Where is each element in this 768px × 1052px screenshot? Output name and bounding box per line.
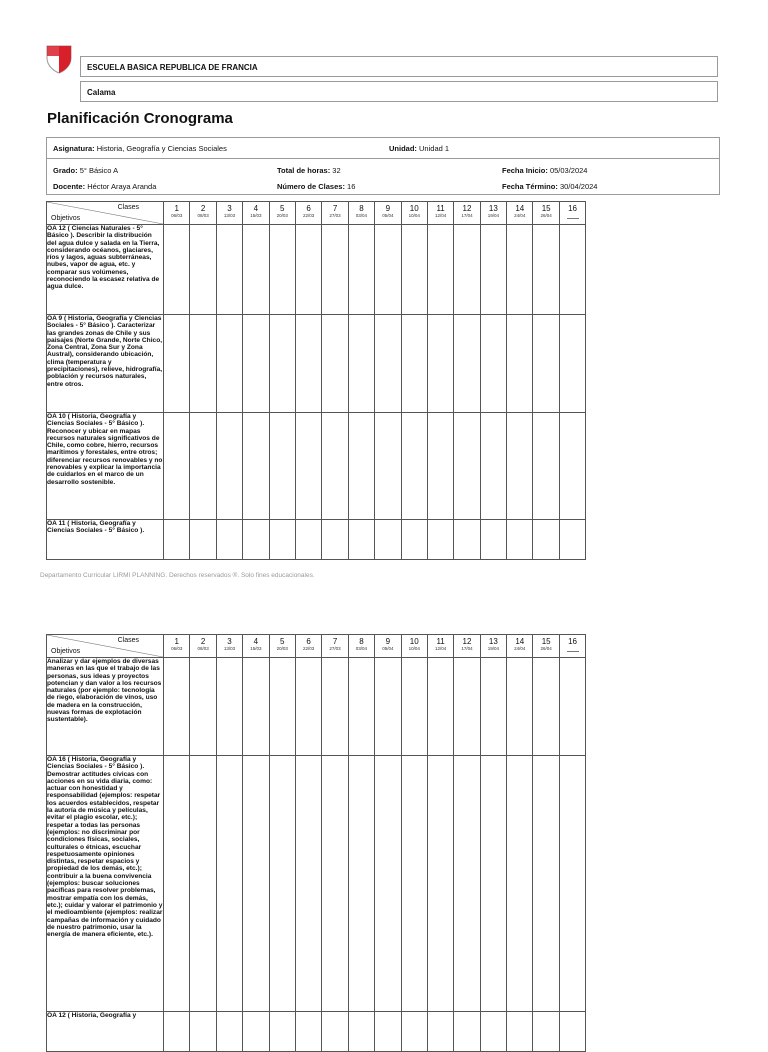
- schedule-cell[interactable]: [269, 225, 295, 315]
- class-date: 26/04: [540, 213, 552, 218]
- asignatura-field: Asignatura: Historia, Geografía y Ciencias Sociales: [53, 144, 227, 153]
- schedule-cell[interactable]: [427, 413, 453, 520]
- header-class-1: [164, 635, 190, 658]
- total-horas-field: Total de horas: 32: [277, 166, 341, 175]
- class-date: 12/04: [434, 646, 447, 651]
- objective-text: OA 12 ( Ciencias Naturales - 5° Básico ). Describir la distribución del agua dulce y salada en la Tierra, considerando océanos, glaciares, ríos y lagos, aguas subterráneas, nubes, vapor de agua, etc. y comparar sus volúmenes, reconociendo la escasez relativa de agua dulce.: [47, 225, 164, 315]
- page-title: Planificación Cronograma: [47, 110, 233, 127]
- schedule-cell[interactable]: [269, 658, 295, 756]
- objective-text: OA 11 ( Historia, Geografía y Ciencias Sociales - 5° Básico ).: [47, 520, 164, 560]
- header-clases-label: Clases: [117, 637, 139, 644]
- schedule-cell[interactable]: [427, 225, 453, 315]
- class-date-blank: [567, 216, 579, 219]
- schedule-cell[interactable]: [533, 225, 559, 315]
- class-number: 11: [436, 637, 445, 646]
- schedule-cell[interactable]: [295, 658, 321, 756]
- schedule-cell[interactable]: [454, 520, 480, 560]
- school-name-box: [80, 56, 718, 77]
- class-number: 11: [436, 204, 445, 213]
- schedule-cell[interactable]: [243, 315, 269, 413]
- table-row: [47, 413, 586, 520]
- footer-note: Departamento Curricular LIRMI PLANNING. Derechos reservados ®. Solo fines educacionales.: [40, 572, 315, 579]
- header-class-13: [480, 635, 506, 658]
- schedule-cell[interactable]: [559, 315, 585, 413]
- schedule-cell[interactable]: [454, 315, 480, 413]
- class-date: 24/04: [514, 646, 526, 651]
- schedule-cell[interactable]: [348, 225, 374, 315]
- class-number: 10: [409, 204, 419, 213]
- schedule-cell[interactable]: [533, 756, 559, 1012]
- header-class-8: [348, 635, 374, 658]
- class-number: 7: [332, 637, 338, 646]
- class-date: 15/03: [250, 646, 262, 651]
- schedule-cell[interactable]: [348, 1012, 374, 1052]
- class-date: 10/04: [408, 213, 420, 218]
- class-number: 2: [200, 204, 206, 213]
- schedule-cell[interactable]: [190, 225, 216, 315]
- schedule-cell[interactable]: [190, 315, 216, 413]
- schedule-table-page-1: [46, 201, 586, 560]
- schedule-cell[interactable]: [401, 315, 427, 413]
- schedule-table-page-2-wrapper: [46, 634, 576, 1024]
- schedule-cell[interactable]: [216, 1012, 242, 1052]
- schedule-cell[interactable]: [375, 520, 401, 560]
- class-date: 08/03: [197, 646, 209, 651]
- class-number: 16: [568, 637, 577, 646]
- schedule-cell[interactable]: [164, 413, 190, 520]
- header-class-3: [216, 635, 242, 658]
- schedule-cell[interactable]: [164, 225, 190, 315]
- schedule-cell[interactable]: [375, 225, 401, 315]
- header-class-14: [507, 635, 533, 658]
- class-date: 19/04: [487, 213, 500, 218]
- schedule-cell[interactable]: [295, 315, 321, 413]
- class-date: 17/04: [461, 213, 473, 218]
- schedule-cell[interactable]: [507, 520, 533, 560]
- schedule-cell[interactable]: [295, 225, 321, 315]
- schedule-cell[interactable]: [454, 658, 480, 756]
- schedule-cell[interactable]: [454, 225, 480, 315]
- class-date: 20/03: [276, 213, 288, 218]
- schedule-cell[interactable]: [454, 413, 480, 520]
- schedule-cell[interactable]: [533, 658, 559, 756]
- class-number: 3: [227, 637, 232, 646]
- schedule-cell[interactable]: [480, 225, 506, 315]
- schedule-cell[interactable]: [507, 225, 533, 315]
- class-date: 10/04: [408, 646, 420, 651]
- class-date: 19/04: [487, 646, 500, 651]
- class-number: 15: [541, 204, 551, 213]
- schedule-cell[interactable]: [164, 756, 190, 1012]
- header-class-7: [322, 635, 348, 658]
- class-number: 14: [515, 204, 525, 213]
- class-date: 15/03: [250, 213, 262, 218]
- schedule-cell[interactable]: [533, 1012, 559, 1052]
- schedule-cell[interactable]: [269, 520, 295, 560]
- schedule-cell[interactable]: [533, 520, 559, 560]
- class-number: 6: [306, 204, 311, 213]
- header-class-7: [322, 202, 348, 225]
- class-number: 2: [200, 637, 206, 646]
- class-date: 08/03: [197, 213, 209, 218]
- schedule-cell[interactable]: [507, 756, 533, 1012]
- table-row: [47, 756, 586, 1012]
- num-clases-field: Número de Clases: 16: [277, 182, 356, 191]
- class-date: 22/03: [303, 646, 315, 651]
- schedule-cell[interactable]: [401, 756, 427, 1012]
- schedule-cell[interactable]: [507, 315, 533, 413]
- class-number: 13: [488, 204, 498, 213]
- city-name: Calama: [87, 88, 116, 97]
- header-class-8: [348, 202, 374, 225]
- schedule-cell[interactable]: [322, 520, 348, 560]
- schedule-cell[interactable]: [164, 1012, 190, 1052]
- class-number: 8: [359, 204, 364, 213]
- schedule-cell[interactable]: [322, 658, 348, 756]
- city-box: [80, 81, 718, 102]
- header-class-10: [401, 202, 427, 225]
- schedule-cell[interactable]: [269, 1012, 295, 1052]
- schedule-cell[interactable]: [427, 658, 453, 756]
- schedule-cell[interactable]: [559, 658, 585, 756]
- header-class-11: [427, 202, 453, 225]
- schedule-cell[interactable]: [559, 225, 585, 315]
- class-number: 13: [488, 637, 498, 646]
- fecha-inicio-field: Fecha Inicio: 05/03/2024: [502, 166, 588, 175]
- header-class-12: [454, 635, 480, 658]
- class-date: 26/04: [540, 646, 552, 651]
- header-class-6: [295, 635, 321, 658]
- header-class-15: [533, 202, 559, 225]
- schedule-cell[interactable]: [348, 520, 374, 560]
- schedule-cell[interactable]: [322, 225, 348, 315]
- schedule-cell[interactable]: [269, 315, 295, 413]
- table-header-row: [47, 202, 586, 225]
- docente-field: Docente: Héctor Araya Aranda: [53, 182, 157, 191]
- objective-text: Analizar y dar ejemplos de diversas maneras en las que el trabajo de las personas, sus ideas y proyectos potencian y dan valor a los recursos naturales (por ejemplo: tecnología de riego, elaboración de vinos, uso de madera en la construcción, nuevas formas de explotación sustentable).: [47, 658, 164, 756]
- schedule-cell[interactable]: [269, 756, 295, 1012]
- header-class-5: [269, 202, 295, 225]
- header-class-10: [401, 635, 427, 658]
- schedule-cell[interactable]: [190, 520, 216, 560]
- class-number: 16: [568, 204, 577, 213]
- class-date: 17/04: [461, 646, 473, 651]
- schedule-cell[interactable]: [480, 413, 506, 520]
- objective-text: OA 9 ( Historia, Geografía y Ciencias Sociales - 5° Básico ). Caracterizar las grandes zonas de Chile y sus paisajes (Norte Grande, Norte Chico, Zona Central, Zona Sur y Zona Austral), considerando ubicación, clima (temperatura y precipitaciones), relieve, hidrografía, población y recursos naturales, entre otros.: [47, 315, 164, 413]
- class-number: 3: [227, 204, 232, 213]
- class-date: 06/03: [171, 213, 183, 218]
- schedule-cell[interactable]: [243, 225, 269, 315]
- schedule-cell[interactable]: [533, 315, 559, 413]
- header-class-9: [375, 202, 401, 225]
- schedule-cell[interactable]: [243, 520, 269, 560]
- schedule-cell[interactable]: [243, 756, 269, 1012]
- schedule-cell[interactable]: [164, 520, 190, 560]
- header-class-4: [243, 202, 269, 225]
- schedule-cell[interactable]: [559, 520, 585, 560]
- schedule-cell[interactable]: [348, 315, 374, 413]
- header-class-6: [295, 202, 321, 225]
- schedule-cell[interactable]: [295, 520, 321, 560]
- schedule-cell[interactable]: [243, 413, 269, 520]
- schedule-cell[interactable]: [480, 658, 506, 756]
- schedule-cell[interactable]: [375, 413, 401, 520]
- class-number: 12: [462, 204, 472, 213]
- header-class-2: [190, 202, 216, 225]
- table-row: [47, 658, 586, 756]
- schedule-cell[interactable]: [401, 520, 427, 560]
- schedule-cell[interactable]: [375, 315, 401, 413]
- header-class-12: [454, 202, 480, 225]
- schedule-cell[interactable]: [507, 1012, 533, 1052]
- schedule-cell[interactable]: [190, 658, 216, 756]
- header-class-15: [533, 635, 559, 658]
- header-class-1: [164, 202, 190, 225]
- table-row: [47, 315, 586, 413]
- class-number: 4: [253, 204, 259, 213]
- table-row: [47, 225, 586, 315]
- class-date: 27/03: [329, 213, 341, 218]
- header-class-11: [427, 635, 453, 658]
- schedule-cell[interactable]: [454, 756, 480, 1012]
- header-class-16: [559, 635, 585, 658]
- school-crest-logo: [45, 44, 73, 74]
- schedule-cell[interactable]: [559, 1012, 585, 1052]
- school-name: ESCUELA BASICA REPUBLICA DE FRANCIA: [87, 63, 258, 72]
- class-number: 14: [515, 637, 525, 646]
- schedule-cell[interactable]: [243, 1012, 269, 1052]
- schedule-cell[interactable]: [295, 413, 321, 520]
- objective-text: OA 16 ( Historia, Geografía y Ciencias Sociales - 5° Básico ). Demostrar actitudes cívicas con acciones en su vida diaria, como: actuar con honestidad y responsabilidad (ejemplos: respetar los acuerdos establecidos, respetar la autoría de música y películas, evitar el plagio escolar, etc.); respetar a todas las personas (ejemplos: no discriminar por condiciones físicas, sociales, culturales o étnicas, escuchar respetuosamente opiniones distintas, respetar espacios y propiedad de los demás, etc.); contribuir a la buena convivencia (ejemplos: buscar soluciones pacíficas para resolver problemas, mostrar empatía con los demás, etc.); cuidar y valorar el patrimonio y el medioambiente (ejemplos: realizar campañas de información y cuidado de nuestro patrimonio, usar la energía de manera eficiente, etc.).: [47, 756, 164, 1012]
- schedule-cell[interactable]: [427, 520, 453, 560]
- schedule-cell[interactable]: [507, 413, 533, 520]
- info-box: [46, 137, 720, 195]
- table-row: [47, 520, 586, 560]
- grado-field: Grado: 5° Básico A: [53, 166, 119, 175]
- header-class-2: [190, 635, 216, 658]
- schedule-table-page-2: [46, 634, 586, 1052]
- schedule-cell[interactable]: [401, 658, 427, 756]
- schedule-cell[interactable]: [454, 1012, 480, 1052]
- schedule-cell[interactable]: [480, 520, 506, 560]
- class-date-blank: [567, 649, 579, 652]
- class-date: 13/03: [223, 213, 236, 218]
- header-class-3: [216, 202, 242, 225]
- class-date: 20/03: [276, 646, 288, 651]
- table-row: [47, 1012, 586, 1052]
- schedule-cell[interactable]: [480, 315, 506, 413]
- schedule-cell[interactable]: [216, 413, 242, 520]
- schedule-cell[interactable]: [164, 658, 190, 756]
- class-number: 1: [174, 204, 179, 213]
- schedule-cell[interactable]: [322, 315, 348, 413]
- class-number: 9: [385, 637, 391, 646]
- class-number: 4: [253, 637, 259, 646]
- schedule-cell[interactable]: [427, 1012, 453, 1052]
- class-date: 06/03: [171, 646, 183, 651]
- header-objetivos-label: Objetivos: [51, 648, 81, 655]
- class-date: 03/04: [355, 646, 368, 651]
- class-date: 05/04: [382, 646, 394, 651]
- schedule-cell[interactable]: [216, 315, 242, 413]
- schedule-cell[interactable]: [243, 658, 269, 756]
- fecha-termino-field: Fecha Término: 30/04/2024: [502, 182, 598, 191]
- header-class-14: [507, 202, 533, 225]
- schedule-cell[interactable]: [322, 756, 348, 1012]
- header-objetivos-clases-cell: [47, 635, 164, 658]
- schedule-cell[interactable]: [348, 658, 374, 756]
- class-date: 12/04: [434, 213, 447, 218]
- schedule-cell[interactable]: [348, 413, 374, 520]
- class-number: 7: [332, 204, 338, 213]
- schedule-cell[interactable]: [190, 413, 216, 520]
- schedule-cell[interactable]: [427, 756, 453, 1012]
- schedule-cell[interactable]: [507, 658, 533, 756]
- schedule-cell[interactable]: [216, 225, 242, 315]
- schedule-cell[interactable]: [375, 1012, 401, 1052]
- header-clases-label: Clases: [117, 204, 139, 211]
- class-number: 5: [280, 204, 285, 213]
- header-objetivos-clases-cell: [47, 202, 164, 225]
- schedule-cell[interactable]: [375, 756, 401, 1012]
- schedule-cell[interactable]: [216, 520, 242, 560]
- schedule-cell[interactable]: [480, 1012, 506, 1052]
- header-class-5: [269, 635, 295, 658]
- header-objetivos-label: Objetivos: [51, 215, 81, 222]
- schedule-cell[interactable]: [190, 756, 216, 1012]
- unidad-field: Unidad: Unidad 1: [389, 144, 450, 153]
- schedule-cell[interactable]: [295, 756, 321, 1012]
- class-number: 10: [409, 637, 419, 646]
- schedule-cell[interactable]: [480, 756, 506, 1012]
- schedule-cell[interactable]: [401, 413, 427, 520]
- schedule-cell[interactable]: [216, 756, 242, 1012]
- class-number: 5: [280, 637, 285, 646]
- schedule-cell[interactable]: [322, 1012, 348, 1052]
- schedule-table-page-1-wrapper: [46, 201, 576, 552]
- schedule-cell[interactable]: [401, 225, 427, 315]
- schedule-cell[interactable]: [559, 756, 585, 1012]
- class-number: 15: [541, 637, 551, 646]
- class-number: 12: [462, 637, 472, 646]
- class-number: 6: [306, 637, 311, 646]
- header-class-16: [559, 202, 585, 225]
- class-number: 1: [174, 637, 179, 646]
- schedule-cell[interactable]: [427, 315, 453, 413]
- schedule-cell[interactable]: [164, 315, 190, 413]
- schedule-cell[interactable]: [269, 413, 295, 520]
- class-date: 27/03: [329, 646, 341, 651]
- class-date: 13/03: [223, 646, 236, 651]
- table-header-row: [47, 635, 586, 658]
- schedule-cell[interactable]: [348, 756, 374, 1012]
- schedule-cell[interactable]: [216, 658, 242, 756]
- schedule-cell[interactable]: [190, 1012, 216, 1052]
- schedule-cell[interactable]: [375, 658, 401, 756]
- schedule-cell[interactable]: [322, 413, 348, 520]
- header-class-13: [480, 202, 506, 225]
- class-date: 22/03: [303, 213, 315, 218]
- class-number: 9: [385, 204, 391, 213]
- objective-text: OA 12 ( Historia, Geografía y: [47, 1012, 164, 1052]
- objective-text: OA 10 ( Historia, Geografía y Ciencias Sociales - 5° Básico ). Reconocer y ubicar en mapas recursos naturales significativos de Chile, como cobre, hierro, recursos marítimos y forestales, entre otros; diferenciar recursos renovables y no renovables y explicar la importancia de cuidarlos en el marco de un desarrollo sostenible.: [47, 413, 164, 520]
- schedule-cell[interactable]: [295, 1012, 321, 1052]
- schedule-cell[interactable]: [401, 1012, 427, 1052]
- class-date: 24/04: [514, 213, 526, 218]
- header-class-4: [243, 635, 269, 658]
- schedule-cell[interactable]: [533, 413, 559, 520]
- header-class-9: [375, 635, 401, 658]
- schedule-cell[interactable]: [559, 413, 585, 520]
- class-date: 03/04: [355, 213, 368, 218]
- class-number: 8: [359, 637, 364, 646]
- class-date: 05/04: [382, 213, 394, 218]
